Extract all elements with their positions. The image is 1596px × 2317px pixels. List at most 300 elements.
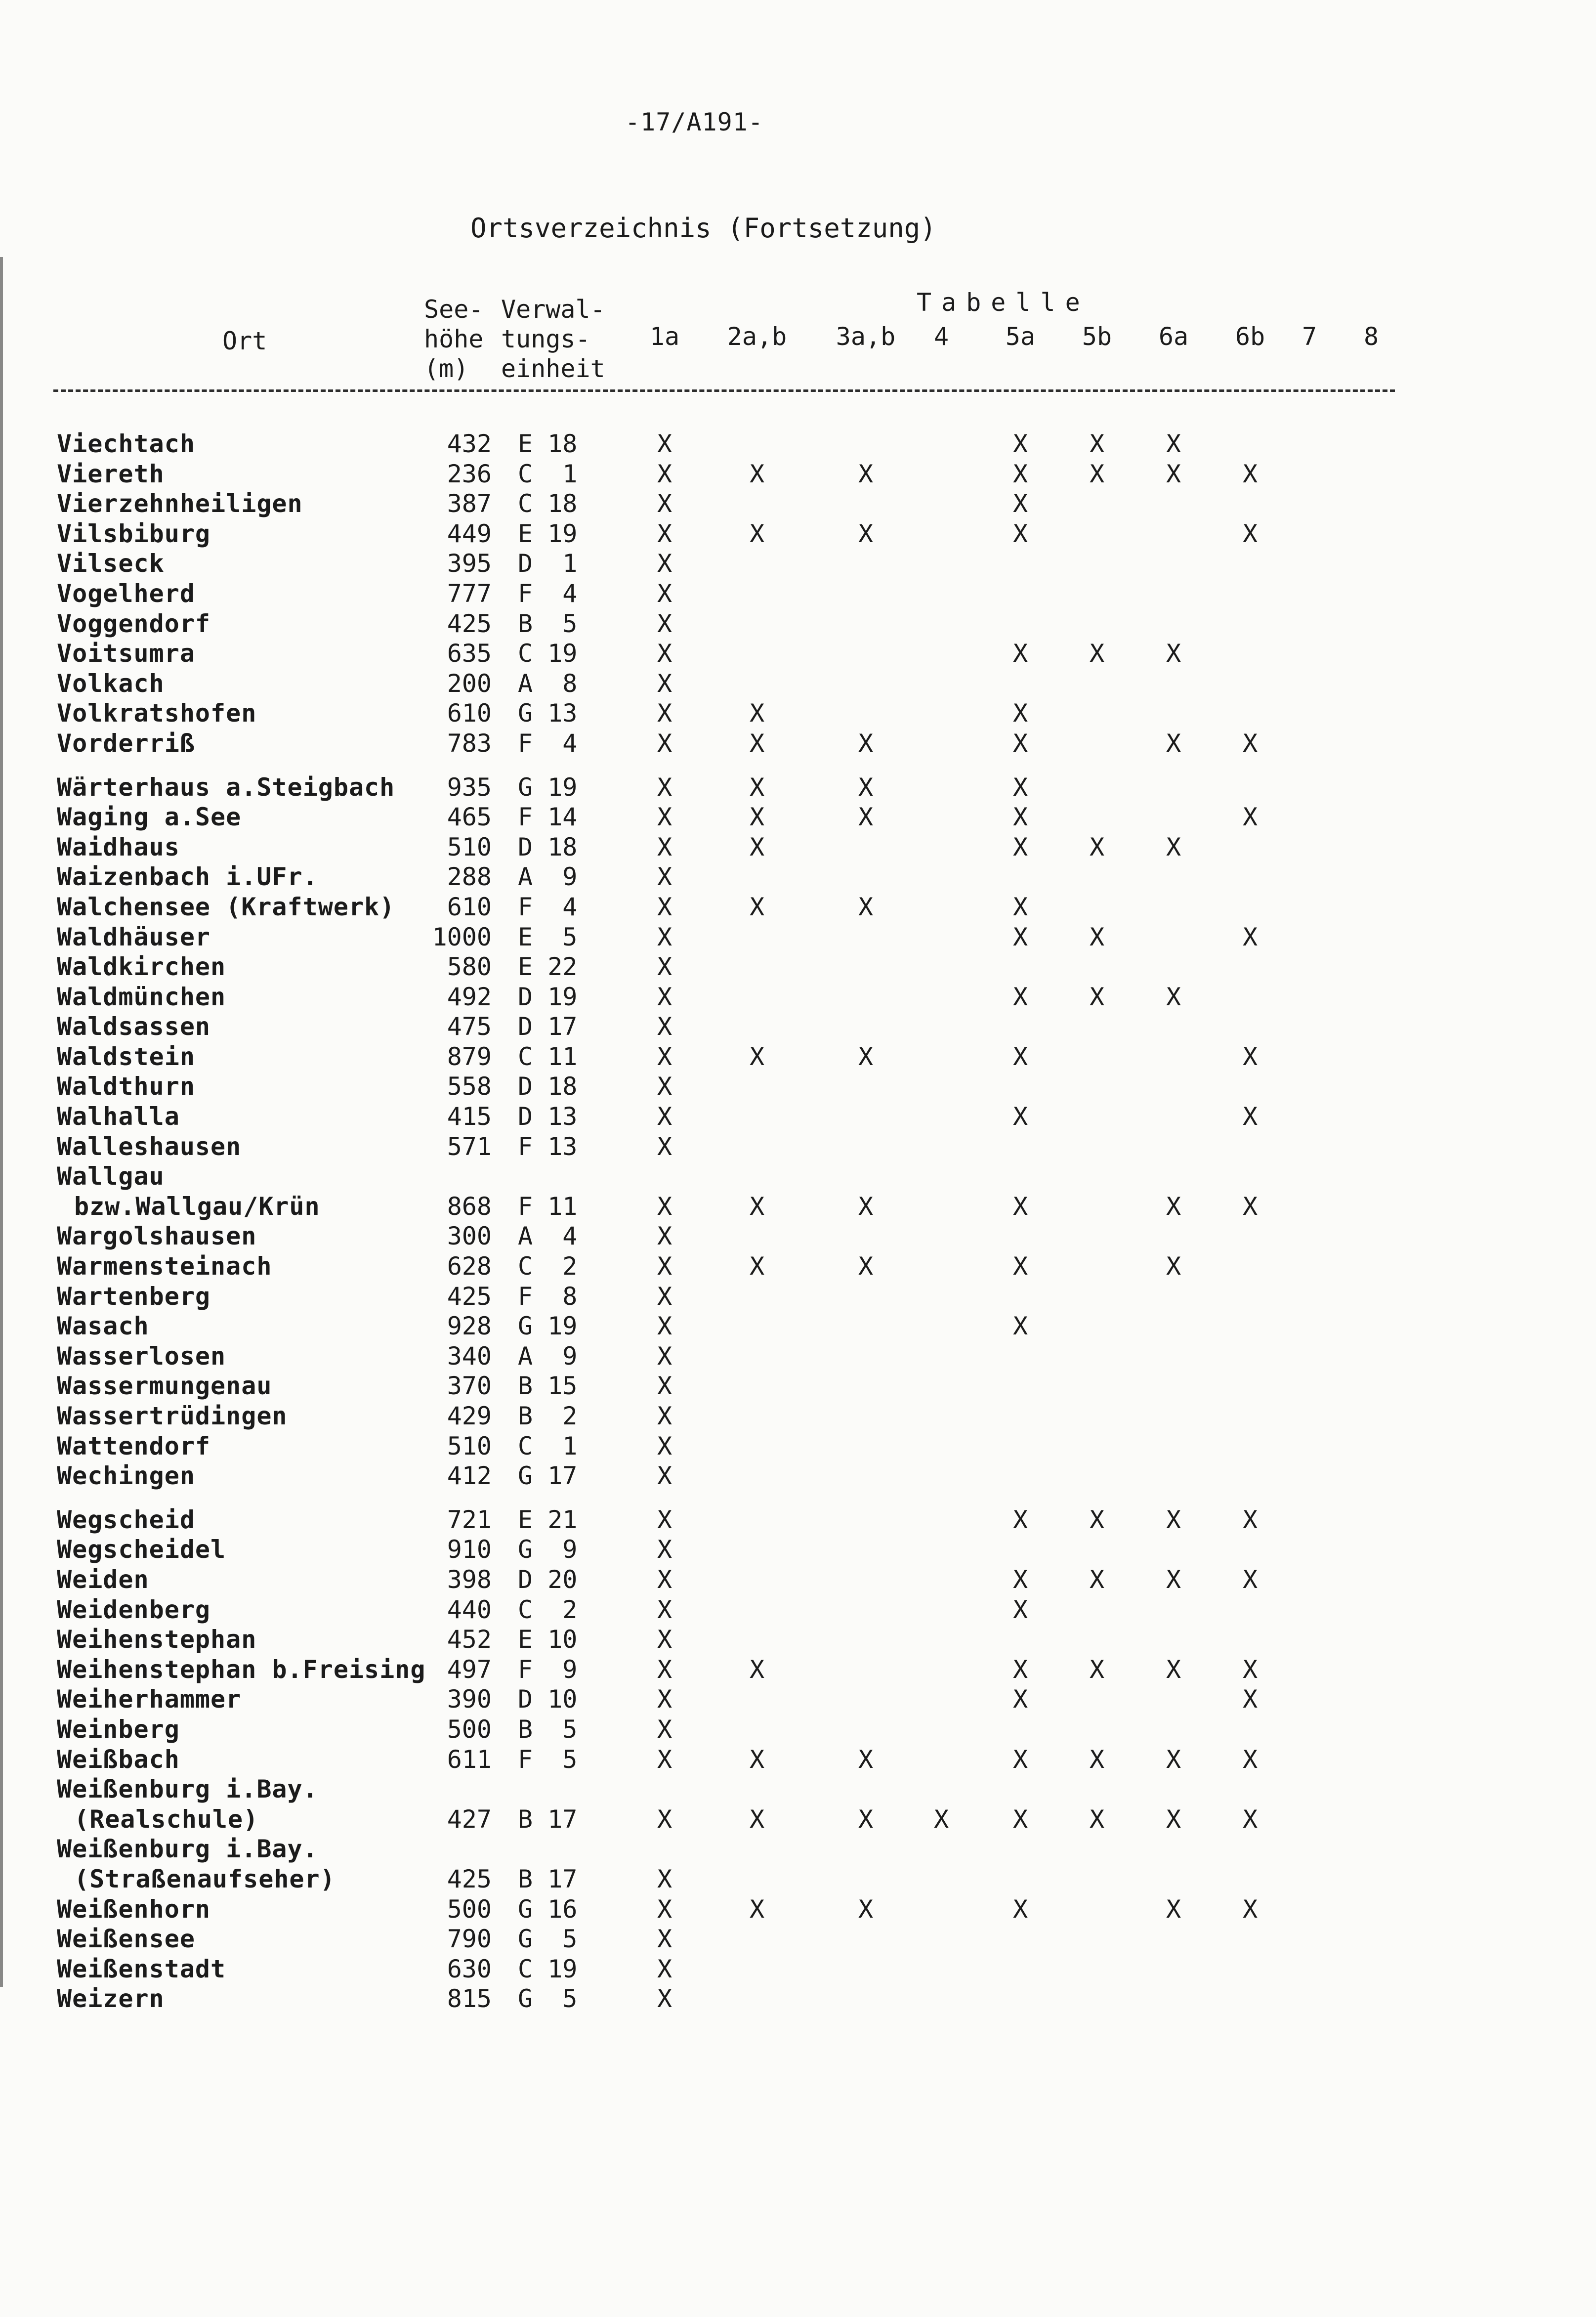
admin-unit: B 15 <box>518 1372 578 1401</box>
altitude: 465 <box>447 803 492 832</box>
table-mark-5a: X <box>1012 922 1028 951</box>
table-mark-5b: X <box>1089 1565 1105 1594</box>
admin-unit: C 1 <box>518 459 578 488</box>
table-mark-2ab: X <box>749 1252 765 1281</box>
table-row <box>0 1251 1596 1282</box>
place-name: Waldhäuser <box>57 922 211 951</box>
place-name: Weißbach <box>57 1745 180 1774</box>
place-name: Waldsassen <box>57 1012 211 1041</box>
table-row <box>0 832 1596 862</box>
table-mark-2ab: X <box>749 729 765 758</box>
table-row <box>0 1341 1596 1372</box>
table-mark-1a: X <box>657 489 672 518</box>
table-mark-6a: X <box>1166 982 1181 1011</box>
table-row <box>0 952 1596 982</box>
table-mark-6a: X <box>1166 1655 1181 1684</box>
altitude: 398 <box>447 1565 492 1594</box>
column-header-6b: 6b <box>1235 322 1265 351</box>
place-name: Weiherhammer <box>57 1685 242 1714</box>
altitude: 500 <box>447 1715 492 1744</box>
column-header-2ab: 2a,b <box>727 322 787 351</box>
place-table <box>0 429 1596 2014</box>
table-mark-5a: X <box>1012 1595 1028 1624</box>
table-mark-1a: X <box>657 952 672 982</box>
altitude: 783 <box>447 729 492 758</box>
altitude: 879 <box>447 1042 492 1071</box>
table-mark-5b: X <box>1089 459 1105 488</box>
table-mark-6b: X <box>1242 1102 1258 1131</box>
admin-unit: C 18 <box>518 489 578 518</box>
table-row <box>0 459 1596 489</box>
table-mark-1a: X <box>657 1372 672 1401</box>
altitude: 580 <box>447 952 492 982</box>
admin-unit: D 20 <box>518 1565 578 1594</box>
table-row <box>0 922 1596 952</box>
altitude: 500 <box>447 1894 492 1924</box>
table-mark-1a: X <box>657 832 672 861</box>
altitude: 415 <box>447 1102 492 1131</box>
admin-unit: B 5 <box>518 609 578 638</box>
table-mark-1a: X <box>657 519 672 548</box>
table-row <box>0 1864 1596 1894</box>
table-mark-1a: X <box>657 1954 672 1983</box>
table-mark-3ab: X <box>858 729 874 758</box>
table-mark-1a: X <box>657 459 672 488</box>
admin-unit: C 1 <box>518 1431 578 1460</box>
altitude: 571 <box>447 1132 492 1161</box>
table-mark-2ab: X <box>749 459 765 488</box>
column-header-4: 4 <box>933 322 949 351</box>
table-row <box>0 1954 1596 1984</box>
admin-unit: F 4 <box>518 729 578 758</box>
table-mark-3ab: X <box>858 892 874 921</box>
place-name: Wartenberg <box>57 1282 211 1311</box>
table-row <box>0 1894 1596 1925</box>
table-row <box>0 639 1596 669</box>
table-mark-2ab: X <box>749 1745 765 1774</box>
table-mark-5b: X <box>1089 832 1105 861</box>
table-mark-3ab: X <box>858 772 874 802</box>
altitude: 425 <box>447 1864 492 1893</box>
altitude: 288 <box>447 862 492 892</box>
column-header-5a: 5a <box>1005 322 1036 351</box>
table-row <box>0 609 1596 639</box>
table-mark-1a: X <box>657 579 672 608</box>
admin-unit: G 5 <box>518 1925 578 1954</box>
table-mark-2ab: X <box>749 892 765 921</box>
table-mark-1a: X <box>657 772 672 802</box>
admin-unit: F 5 <box>518 1745 578 1774</box>
table-mark-1a: X <box>657 1312 672 1341</box>
altitude: 630 <box>447 1954 492 1983</box>
admin-unit: B 17 <box>518 1804 578 1834</box>
table-row <box>0 1192 1596 1222</box>
place-name: Weißenburg i.Bay. <box>57 1775 318 1804</box>
table-mark-1a: X <box>657 1431 672 1460</box>
table-mark-1a: X <box>657 922 672 951</box>
admin-unit: A 9 <box>518 1341 578 1371</box>
table-mark-5a: X <box>1012 1565 1028 1594</box>
table-mark-1a: X <box>657 1402 672 1430</box>
admin-unit: E 5 <box>518 922 578 951</box>
place-name: bzw.Wallgau/Krün <box>74 1192 320 1221</box>
admin-unit: A 4 <box>518 1222 578 1251</box>
header-tabelle: Tabelle <box>917 288 1090 317</box>
place-name: Wegscheidel <box>57 1535 226 1564</box>
table-row <box>0 519 1596 549</box>
admin-unit: G 19 <box>518 772 578 802</box>
admin-unit: F 4 <box>518 892 578 921</box>
altitude: 475 <box>447 1012 492 1041</box>
admin-unit: F 11 <box>518 1192 578 1221</box>
place-name: Wärterhaus a.Steigbach <box>57 772 395 802</box>
table-row <box>0 698 1596 729</box>
table-mark-3ab: X <box>858 1192 874 1221</box>
place-name: Weihenstephan <box>57 1625 257 1654</box>
place-name: (Realschule) <box>74 1804 259 1834</box>
table-row <box>0 1401 1596 1431</box>
altitude: 815 <box>447 1984 492 2014</box>
table-mark-1a: X <box>657 1102 672 1131</box>
table-mark-2ab: X <box>749 699 765 728</box>
table-mark-1a: X <box>657 639 672 668</box>
table-mark-1a: X <box>657 1042 672 1071</box>
table-mark-5a: X <box>1012 1894 1028 1924</box>
table-mark-5a: X <box>1012 1192 1028 1221</box>
table-mark-6b: X <box>1242 1685 1258 1714</box>
table-mark-1a: X <box>657 1595 672 1624</box>
place-name: Vilsbiburg <box>57 519 211 548</box>
altitude: 611 <box>447 1745 492 1774</box>
table-mark-6b: X <box>1242 459 1258 488</box>
table-mark-6a: X <box>1166 1565 1181 1594</box>
table-mark-6b: X <box>1242 1565 1258 1594</box>
table-mark-6a: X <box>1166 1745 1181 1774</box>
place-name: Vorderriß <box>57 729 195 758</box>
table-mark-5a: X <box>1012 639 1028 668</box>
altitude: 449 <box>447 519 492 548</box>
table-mark-3ab: X <box>858 1252 874 1281</box>
table-mark-1a: X <box>657 1072 672 1101</box>
table-row <box>0 1461 1596 1491</box>
altitude: 935 <box>447 772 492 802</box>
table-mark-1a: X <box>657 1565 672 1594</box>
header-rule <box>53 389 1395 392</box>
admin-unit: D 1 <box>518 549 578 578</box>
altitude: 452 <box>447 1625 492 1654</box>
table-mark-5a: X <box>1012 1685 1028 1714</box>
admin-unit: D 19 <box>518 982 578 1011</box>
admin-unit: C 19 <box>518 639 578 668</box>
table-mark-1a: X <box>657 1535 672 1564</box>
altitude: 395 <box>447 549 492 578</box>
place-name: Viereth <box>57 459 165 488</box>
altitude: 429 <box>447 1402 492 1430</box>
admin-unit: G 9 <box>518 1535 578 1564</box>
table-mark-6b: X <box>1242 803 1258 832</box>
table-mark-3ab: X <box>858 519 874 548</box>
table-row <box>0 1684 1596 1715</box>
place-name: Weißensee <box>57 1925 195 1954</box>
place-name: Walhalla <box>57 1102 180 1131</box>
table-row <box>0 1102 1596 1132</box>
table-row <box>0 1715 1596 1745</box>
table-mark-3ab: X <box>858 1804 874 1834</box>
table-row <box>0 1804 1596 1835</box>
table-mark-1a: X <box>657 429 672 458</box>
admin-unit: D 13 <box>518 1102 578 1131</box>
admin-unit: E 21 <box>518 1505 578 1534</box>
altitude: 497 <box>447 1655 492 1684</box>
table-row <box>0 1282 1596 1312</box>
table-row <box>0 1655 1596 1685</box>
altitude: 412 <box>447 1461 492 1491</box>
admin-unit: D 10 <box>518 1685 578 1714</box>
admin-unit: C 2 <box>518 1252 578 1281</box>
table-mark-2ab: X <box>749 1192 765 1221</box>
admin-unit: F 14 <box>518 803 578 832</box>
altitude: 440 <box>447 1595 492 1624</box>
column-header-3ab: 3a,b <box>836 322 896 351</box>
altitude: 721 <box>447 1505 492 1534</box>
table-mark-1a: X <box>657 1655 672 1684</box>
table-row <box>0 1565 1596 1595</box>
table-mark-5a: X <box>1012 519 1028 548</box>
table-mark-6a: X <box>1166 1192 1181 1221</box>
altitude: 425 <box>447 1282 492 1311</box>
table-row <box>0 669 1596 699</box>
table-mark-6b: X <box>1242 1505 1258 1534</box>
place-name: Wallgau <box>57 1162 165 1191</box>
page-title: Ortsverzeichnis (Fortsetzung) <box>470 213 936 244</box>
table-mark-5a: X <box>1012 772 1028 802</box>
table-mark-1a: X <box>657 549 672 578</box>
table-mark-6b: X <box>1242 519 1258 548</box>
table-mark-6a: X <box>1166 1894 1181 1924</box>
table-mark-1a: X <box>657 1505 672 1534</box>
place-name: Waldkirchen <box>57 952 226 982</box>
admin-unit: C 19 <box>518 1954 578 1983</box>
admin-unit: D 18 <box>518 832 578 861</box>
altitude: 790 <box>447 1925 492 1954</box>
table-mark-2ab: X <box>749 832 765 861</box>
altitude: 427 <box>447 1804 492 1834</box>
table-row <box>0 1774 1596 1804</box>
column-header-1a: 1a <box>649 322 680 351</box>
admin-unit: C 11 <box>518 1042 578 1071</box>
table-row <box>0 1595 1596 1625</box>
table-mark-1a: X <box>657 1222 672 1251</box>
admin-unit: F 9 <box>518 1655 578 1684</box>
table-row <box>0 1042 1596 1072</box>
table-mark-1a: X <box>657 1745 672 1774</box>
table-mark-1a: X <box>657 1715 672 1744</box>
table-row <box>0 1311 1596 1341</box>
admin-unit: D 18 <box>518 1072 578 1101</box>
table-row <box>0 1012 1596 1042</box>
table-row <box>0 892 1596 922</box>
table-mark-1a: X <box>657 1192 672 1221</box>
table-mark-5a: X <box>1012 1252 1028 1281</box>
altitude: 300 <box>447 1222 492 1251</box>
place-name: Volkach <box>57 669 165 698</box>
place-name: Wegscheid <box>57 1505 195 1534</box>
table-mark-6a: X <box>1166 1505 1181 1534</box>
table-mark-1a: X <box>657 1132 672 1161</box>
place-name: Wassermungenau <box>57 1372 272 1401</box>
table-row <box>0 1161 1596 1192</box>
admin-unit: E 10 <box>518 1625 578 1654</box>
altitude: 910 <box>447 1535 492 1564</box>
table-mark-1a: X <box>657 1012 672 1041</box>
place-name: Viechtach <box>57 429 195 458</box>
admin-unit: B 17 <box>518 1864 578 1893</box>
table-mark-1a: X <box>657 1984 672 2014</box>
table-mark-1a: X <box>657 1894 672 1924</box>
table-mark-1a: X <box>657 803 672 832</box>
table-row <box>0 429 1596 459</box>
admin-unit: E 19 <box>518 519 578 548</box>
place-name: (Straßenaufseher) <box>74 1864 336 1893</box>
table-mark-3ab: X <box>858 1042 874 1071</box>
table-mark-3ab: X <box>858 803 874 832</box>
admin-unit: G 5 <box>518 1984 578 2014</box>
admin-unit: B 2 <box>518 1402 578 1430</box>
table-row <box>0 1431 1596 1461</box>
table-mark-1a: X <box>657 669 672 698</box>
table-row <box>0 982 1596 1012</box>
place-name: Weihenstephan b.Freising <box>57 1655 426 1684</box>
table-mark-5b: X <box>1089 639 1105 668</box>
table-mark-5b: X <box>1089 982 1105 1011</box>
altitude: 868 <box>447 1192 492 1221</box>
table-mark-5b: X <box>1089 429 1105 458</box>
table-mark-6b: X <box>1242 1192 1258 1221</box>
table-mark-1a: X <box>657 1685 672 1714</box>
table-mark-5a: X <box>1012 429 1028 458</box>
admin-unit: B 5 <box>518 1715 578 1744</box>
admin-unit: A 9 <box>518 862 578 892</box>
table-mark-5a: X <box>1012 699 1028 728</box>
place-name: Wattendorf <box>57 1431 211 1460</box>
table-mark-1a: X <box>657 1804 672 1834</box>
altitude: 928 <box>447 1312 492 1341</box>
header-seehoehe: See- höhe (m) <box>424 295 484 383</box>
place-name: Weiden <box>57 1565 149 1594</box>
table-mark-5a: X <box>1012 1505 1028 1534</box>
altitude: 510 <box>447 1431 492 1460</box>
table-mark-5a: X <box>1012 892 1028 921</box>
table-row <box>0 1221 1596 1251</box>
admin-unit: C 2 <box>518 1595 578 1624</box>
table-mark-6b: X <box>1242 922 1258 951</box>
table-mark-5a: X <box>1012 803 1028 832</box>
admin-unit: G 19 <box>518 1312 578 1341</box>
table-mark-5a: X <box>1012 1042 1028 1071</box>
place-name: Vogelherd <box>57 579 195 608</box>
table-mark-6a: X <box>1166 459 1181 488</box>
admin-unit: E 22 <box>518 952 578 982</box>
table-mark-1a: X <box>657 862 672 892</box>
table-mark-6a: X <box>1166 639 1181 668</box>
table-mark-1a: X <box>657 892 672 921</box>
table-mark-2ab: X <box>749 1655 765 1684</box>
table-mark-5a: X <box>1012 832 1028 861</box>
table-mark-3ab: X <box>858 1745 874 1774</box>
altitude: 610 <box>447 892 492 921</box>
table-row <box>0 862 1596 892</box>
table-row <box>0 1745 1596 1775</box>
column-header-6a: 6a <box>1158 322 1189 351</box>
table-mark-5a: X <box>1012 1804 1028 1834</box>
altitude: 1000 <box>432 922 492 951</box>
table-mark-5a: X <box>1012 489 1028 518</box>
place-name: Waldmünchen <box>57 982 226 1011</box>
table-row <box>0 1834 1596 1864</box>
altitude: 340 <box>447 1341 492 1371</box>
table-mark-6a: X <box>1166 1252 1181 1281</box>
place-name: Waldthurn <box>57 1072 195 1101</box>
altitude: 558 <box>447 1072 492 1101</box>
table-mark-2ab: X <box>749 1804 765 1834</box>
table-row <box>0 1924 1596 1954</box>
header-verwaltung: Verwal- tungs- einheit <box>501 295 605 383</box>
table-row <box>0 1505 1596 1535</box>
altitude: 432 <box>447 429 492 458</box>
place-name: Walleshausen <box>57 1132 242 1161</box>
table-row <box>0 1625 1596 1655</box>
table-mark-3ab: X <box>858 459 874 488</box>
header-ort: Ort <box>222 327 267 355</box>
table-mark-1a: X <box>657 729 672 758</box>
table-row <box>0 579 1596 609</box>
table-row <box>0 1371 1596 1401</box>
altitude: 635 <box>447 639 492 668</box>
table-mark-1a: X <box>657 1282 672 1311</box>
table-row <box>0 802 1596 832</box>
table-row <box>0 772 1596 803</box>
place-name: Wasserlosen <box>57 1341 226 1371</box>
place-name: Wechingen <box>57 1461 195 1491</box>
place-name: Vierzehnheiligen <box>57 489 303 518</box>
table-mark-1a: X <box>657 1341 672 1371</box>
place-name: Waidhaus <box>57 832 180 861</box>
place-name: Walchensee (Kraftwerk) <box>57 892 395 921</box>
place-name: Weißenburg i.Bay. <box>57 1835 318 1864</box>
column-header-7: 7 <box>1302 322 1317 351</box>
table-mark-6b: X <box>1242 1042 1258 1071</box>
table-mark-1a: X <box>657 699 672 728</box>
altitude: 628 <box>447 1252 492 1281</box>
place-name: Waging a.See <box>57 803 242 832</box>
altitude: 610 <box>447 699 492 728</box>
admin-unit: G 17 <box>518 1461 578 1491</box>
table-mark-1a: X <box>657 1625 672 1654</box>
table-mark-5a: X <box>1012 982 1028 1011</box>
place-name: Weizern <box>57 1984 165 2014</box>
table-mark-5b: X <box>1089 1505 1105 1534</box>
place-name: Wassertrüdingen <box>57 1402 288 1430</box>
admin-unit: G 13 <box>518 699 578 728</box>
table-mark-6a: X <box>1166 1804 1181 1834</box>
place-name: Voggendorf <box>57 609 211 638</box>
altitude: 200 <box>447 669 492 698</box>
table-mark-4: X <box>933 1804 949 1834</box>
altitude: 425 <box>447 609 492 638</box>
admin-unit: F 8 <box>518 1282 578 1311</box>
altitude: 390 <box>447 1685 492 1714</box>
admin-unit: F 4 <box>518 579 578 608</box>
